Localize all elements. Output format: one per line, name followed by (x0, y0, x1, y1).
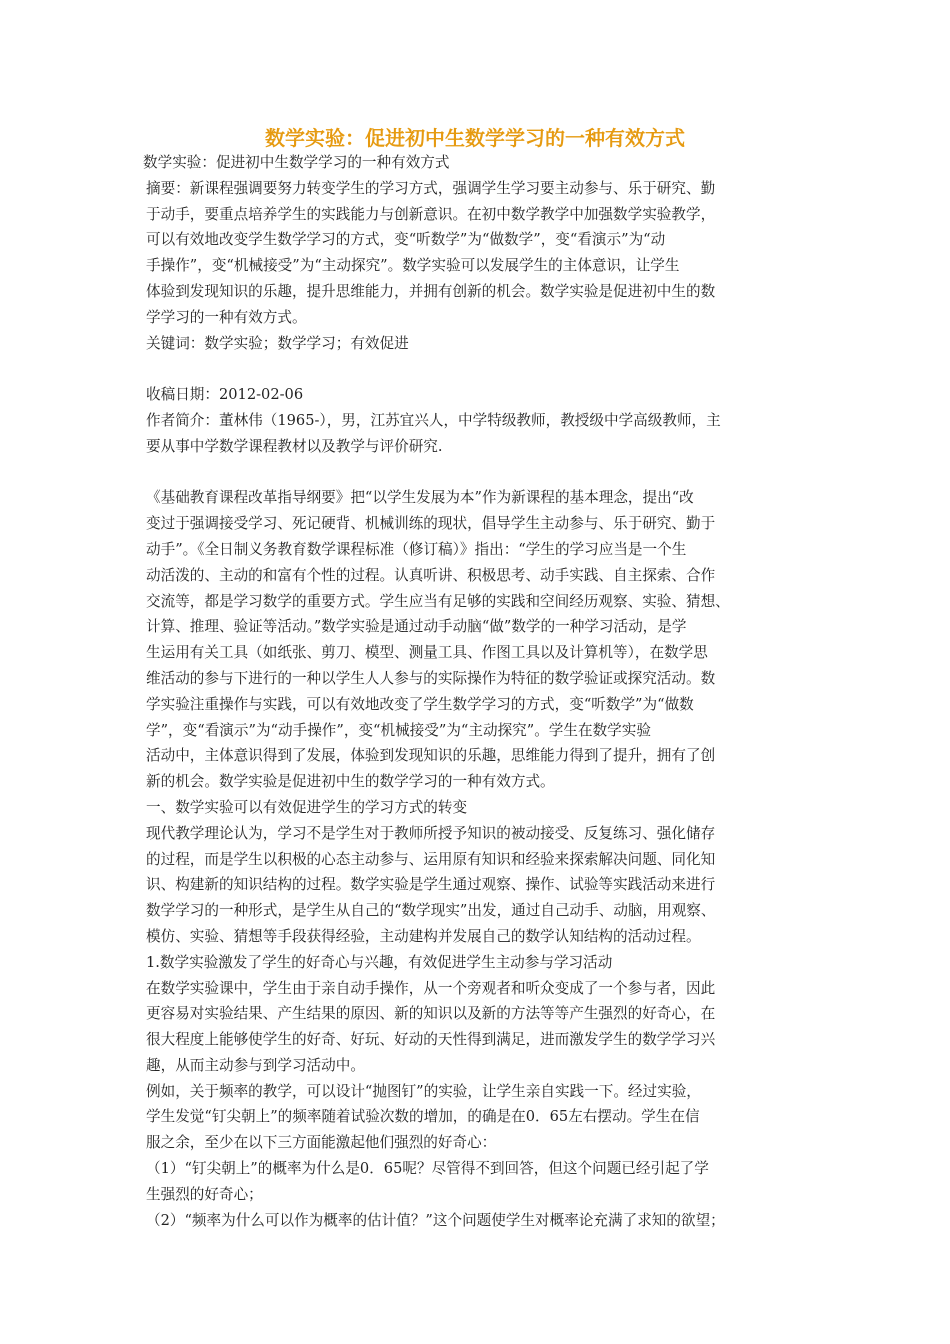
blank-line (146, 356, 826, 382)
text-line: 数学实验：促进初中生数学学习的一种有效方式 (143, 154, 450, 171)
text-line: 动手”。《全日制义务教育数学课程标准（修订稿）》指出：“学生的学习应当是一个生 (146, 540, 687, 558)
text-line: 变过于强调接受学习、死记硬背、机械训练的现状，倡导学生主动参与、乐于研究、勤于 (146, 515, 716, 533)
document-body (143, 150, 826, 1233)
text-line: 作者简介：董林伟（1965-），男，江苏宜兴人，中学特级教师，教授级中学高级教师，主 (146, 411, 721, 429)
text-line: 趣，从而主动参与到学习活动中。 (146, 1056, 365, 1074)
text-line: 体验到发现知识的乐趣，提升思维能力，并拥有创新的机会。数学实验是促进初中生的数 (146, 282, 716, 300)
text-line: 新的机会。数学实验是促进初中生的数学学习的一种有效方式。 (146, 773, 555, 791)
text-line: 关键词：数学实验；数学学习；有效促进 (146, 334, 409, 352)
text-line: 1.数学实验激发了学生的好奇心与兴趣，有效促进学生主动参与学习活动 (146, 953, 613, 971)
text-line: 要从事中学数学课程教材以及教学与评价研究. (146, 437, 443, 455)
text-line: 于动手，要重点培养学生的实践能力与创新意识。在初中数学教学中加强数学实验教学， (146, 205, 716, 223)
text-line: 生运用有关工具（如纸张、剪刀、模型、测量工具、作图工具以及计算机等），在数学思 (146, 644, 708, 662)
document-title: 数学实验：促进初中生数学学习的一种有效方式 (265, 126, 685, 150)
text-line: 服之余，至少在以下三方面能激起他们强烈的好奇心： (146, 1134, 497, 1152)
text-line: 维活动的参与下进行的一种以学生人人参与的实际操作为特征的数学验证或探究活动。数 (146, 669, 716, 687)
text-line: 更容易对实验结果、产生结果的原因、新的知识以及新的方法等等产生强烈的好奇心，在 (146, 1005, 716, 1023)
text-line: 学”，变“看演示”为“动手操作”，变“机械接受”为“主动探究”。学生在数学实验 (146, 721, 651, 739)
text-line: （1）“钉尖朝上”的概率为什么是0．65呢？尽管得不到回答，但这个问题已经引起了学 (146, 1160, 709, 1178)
text-line: 摘要：新课程强调要努力转变学生的学习方式，强调学生学习要主动参与、乐于研究、勤 (146, 179, 716, 197)
text-line: 学实验注重操作与实践，可以有效地改变了学生数学学习的方式，变“听数学”为“做数 (146, 695, 694, 713)
text-line: 一、数学实验可以有效促进学生的学习方式的转变 (146, 798, 468, 816)
text-line: 生强烈的好奇心； (146, 1185, 263, 1203)
text-line: 可以有效地改变学生数学学习的方式，变“听数学”为“做数学”，变“看演示”为“动 (146, 231, 666, 249)
text-line: 的过程，而是学生以积极的心态主动参与、运用原有知识和经验来探索解决问题、同化知 (146, 850, 716, 868)
text-line: 《基础教育课程改革指导纲要》把“以学生发展为本”作为新课程的基本理念，提出“改 (146, 489, 694, 507)
text-line: 很大程度上能够使学生的好奇、好玩、好动的天性得到满足，进而激发学生的数学学习兴 (146, 1031, 716, 1049)
text-line: 学生发觉“钉尖朝上”的频率随着试验次数的增加，的确是在0．65左右摆动。学生在信 (146, 1108, 700, 1126)
text-line: 识、构建新的知识结构的过程。数学实验是学生通过观察、操作、试验等实践活动来进行 (146, 876, 716, 894)
text-line: 计算、推理、验证等活动。”数学实验是通过动手动脑“做”数学的一种学习活动，是学 (146, 618, 687, 636)
text-line: 活动中，主体意识得到了发展，体验到发现知识的乐趣，思维能力得到了提升，拥有了创 (146, 747, 716, 765)
text-line: 数学学习的一种形式，是学生从自己的“数学现实”出发，通过自己动手、动脑，用观察、 (146, 902, 716, 920)
text-line: 现代教学理论认为，学习不是学生对于教师所授予知识的被动接受、反复练习、强化储存 (146, 824, 716, 842)
text-line: 在数学实验课中，学生由于亲自动手操作，从一个旁观者和听众变成了一个参与者，因此 (146, 979, 716, 997)
blank-line (146, 460, 826, 486)
text-line: 动活泼的、主动的和富有个性的过程。认真听讲、积极思考、动手实践、自主探索、合作 (146, 566, 716, 584)
text-line: 模仿、实验、猜想等手段获得经验，主动建构并发展自己的数学认知结构的活动过程。 (146, 927, 701, 945)
text-line: 手操作”，变“机械接受”为“主动探究”。数学实验可以发展学生的主体意识，让学生 (146, 257, 680, 275)
text-line: 学学习的一种有效方式。 (146, 308, 307, 326)
text-line: （2）“频率为什么可以作为概率的估计值？”这个问题使学生对概率论充满了求知的欲望； (146, 1211, 725, 1229)
text-line: 例如，关于频率的教学，可以设计“抛图钉”的实验，让学生亲自实践一下。经过实验， (146, 1082, 701, 1100)
text-line: 收稿日期：2012-02-06 (146, 386, 304, 404)
text-line: 交流等，都是学习数学的重要方式。学生应当有足够的实践和空间经历观察、实验、猜想、 (146, 592, 730, 610)
